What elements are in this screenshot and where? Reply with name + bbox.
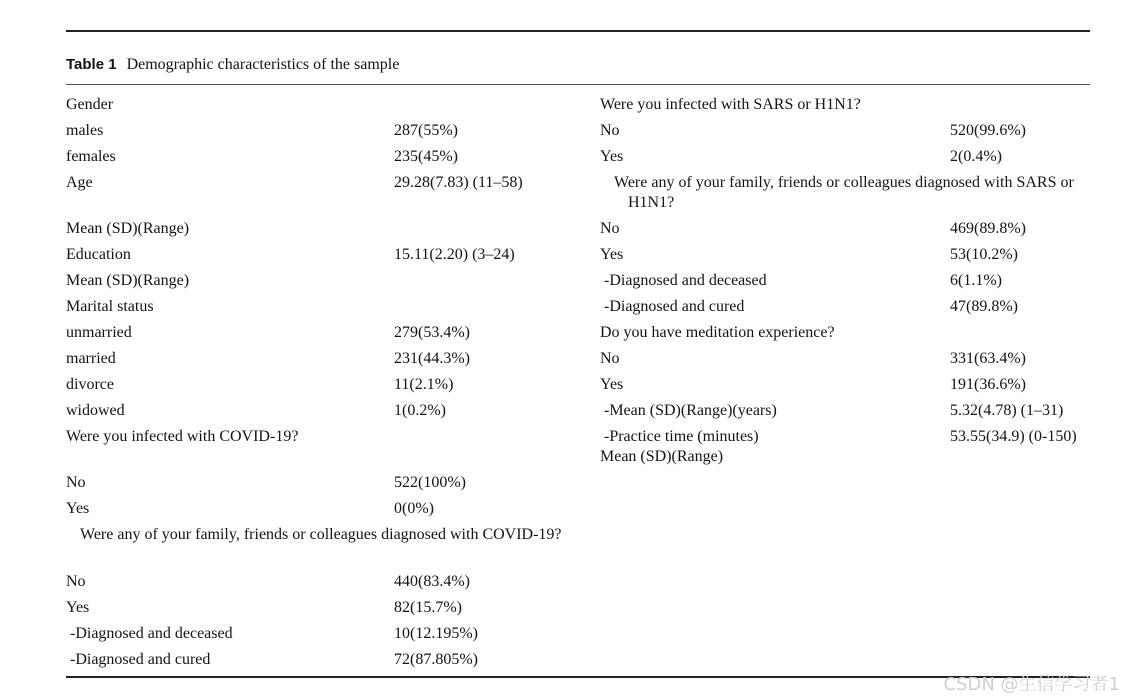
row-value: 231(44.3%): [394, 350, 470, 367]
row-value: 1(0.2%): [394, 402, 446, 419]
table-row: [66, 496, 586, 522]
row-value: 10(12.195%): [394, 625, 478, 642]
table-row: [600, 424, 1100, 447]
row-value: 11(2.1%): [394, 376, 454, 393]
table-row: [66, 595, 586, 621]
row-label: Were any of your family, friends or colleagues diagnosed with COVID-19?: [80, 526, 562, 543]
table-row: [600, 320, 1100, 346]
table-row: [66, 242, 586, 268]
row-value: 53(10.2%): [950, 246, 1018, 263]
table-row: [66, 144, 586, 170]
row-label: Yes: [600, 148, 624, 165]
watermark: CSDN @生信学习者1: [943, 674, 1120, 695]
row-value: 287(55%): [394, 122, 458, 139]
row-value: 53.55(34.9) (0-150): [950, 428, 1077, 445]
table-row: [600, 372, 1100, 398]
row-value: 331(63.4%): [950, 350, 1026, 367]
row-value: 15.11(2.20) (3–24): [394, 246, 515, 263]
table-row: [66, 268, 586, 294]
table-row: [66, 522, 586, 569]
table-row: [600, 294, 1100, 320]
row-label: Mean (SD)(Range): [66, 272, 190, 289]
table-row: [600, 346, 1100, 372]
table-row: [66, 170, 586, 216]
row-label: females: [66, 148, 116, 165]
table-row: [66, 647, 586, 673]
row-label: Education: [66, 246, 131, 263]
row-value: 47(89.8%): [950, 298, 1018, 315]
row-label: widowed: [66, 402, 125, 419]
row-value: 440(83.4%): [394, 573, 470, 590]
table-label: Table 1: [66, 56, 117, 73]
table-row: [66, 346, 586, 372]
table-row: [66, 398, 586, 424]
row-label: Do you have meditation experience?: [600, 324, 835, 341]
bottom-rule: [66, 676, 1090, 678]
table-row: [66, 118, 586, 144]
table-row: [66, 569, 586, 595]
table-row: [66, 216, 586, 242]
row-label: Yes: [600, 376, 624, 393]
row-label: No: [600, 220, 620, 237]
left-column: [66, 92, 586, 673]
table-row: [66, 424, 586, 470]
table-row: [600, 144, 1100, 170]
row-value: 72(87.805%): [394, 651, 478, 668]
table-row: [66, 470, 586, 496]
row-label: Mean (SD)(Range): [600, 448, 724, 465]
row-label: married: [66, 350, 116, 367]
row-value: 0(0%): [394, 500, 434, 517]
row-label: -Diagnosed and cured: [604, 298, 745, 315]
row-value: 235(45%): [394, 148, 458, 165]
row-label: Mean (SD)(Range): [66, 220, 190, 237]
table-title: Demographic characteristics of the sample: [126, 56, 400, 73]
row-label: -Diagnosed and deceased: [70, 625, 233, 642]
row-value: 2(0.4%): [950, 148, 1002, 165]
row-label: Marital status: [66, 298, 154, 315]
table-row: [66, 294, 586, 320]
row-label: Age: [66, 174, 93, 191]
row-value: 6(1.1%): [950, 272, 1002, 289]
row-label: Were you infected with COVID-19?: [66, 428, 299, 445]
row-value: 5.32(4.78) (1–31): [950, 402, 1064, 419]
row-label: No: [600, 350, 620, 367]
table-row: [66, 621, 586, 647]
row-label: No: [600, 122, 620, 139]
top-rule: [66, 30, 1090, 32]
row-label: Yes: [600, 246, 624, 263]
row-label: Were any of your family, friends or colleagues diagnosed with SARS or H1N1?: [614, 174, 1074, 211]
table-row: [66, 320, 586, 346]
table-caption: [66, 56, 399, 74]
row-label: -Practice time (minutes): [604, 428, 759, 445]
table-row: [600, 447, 1100, 473]
table-row: [600, 242, 1100, 268]
row-value: 520(99.6%): [950, 122, 1026, 139]
row-label: males: [66, 122, 104, 139]
table-row: [600, 268, 1100, 294]
row-value: 522(100%): [394, 474, 466, 491]
row-label: divorce: [66, 376, 114, 393]
table-row: [600, 118, 1100, 144]
row-label: -Mean (SD)(Range)(years): [604, 402, 777, 419]
right-column: [600, 92, 1100, 473]
table-row: [600, 92, 1100, 118]
header-rule: [66, 84, 1090, 85]
row-value: 469(89.8%): [950, 220, 1026, 237]
row-value: 279(53.4%): [394, 324, 470, 341]
row-label: Gender: [66, 96, 114, 113]
table-row: [600, 398, 1100, 424]
row-value: 29.28(7.83) (11–58): [394, 174, 523, 191]
row-value: 191(36.6%): [950, 376, 1026, 393]
row-value: 82(15.7%): [394, 599, 462, 616]
table-row: [600, 170, 1100, 216]
row-label: unmarried: [66, 324, 132, 341]
row-label: -Diagnosed and deceased: [604, 272, 767, 289]
row-label: Yes: [66, 500, 90, 517]
table-row: [66, 92, 586, 118]
row-label: No: [66, 573, 86, 590]
row-label: -Diagnosed and cured: [70, 651, 211, 668]
row-label: Yes: [66, 599, 90, 616]
row-label: Were you infected with SARS or H1N1?: [600, 96, 861, 113]
table-row: [600, 216, 1100, 242]
table-row: [66, 372, 586, 398]
row-label: No: [66, 474, 86, 491]
